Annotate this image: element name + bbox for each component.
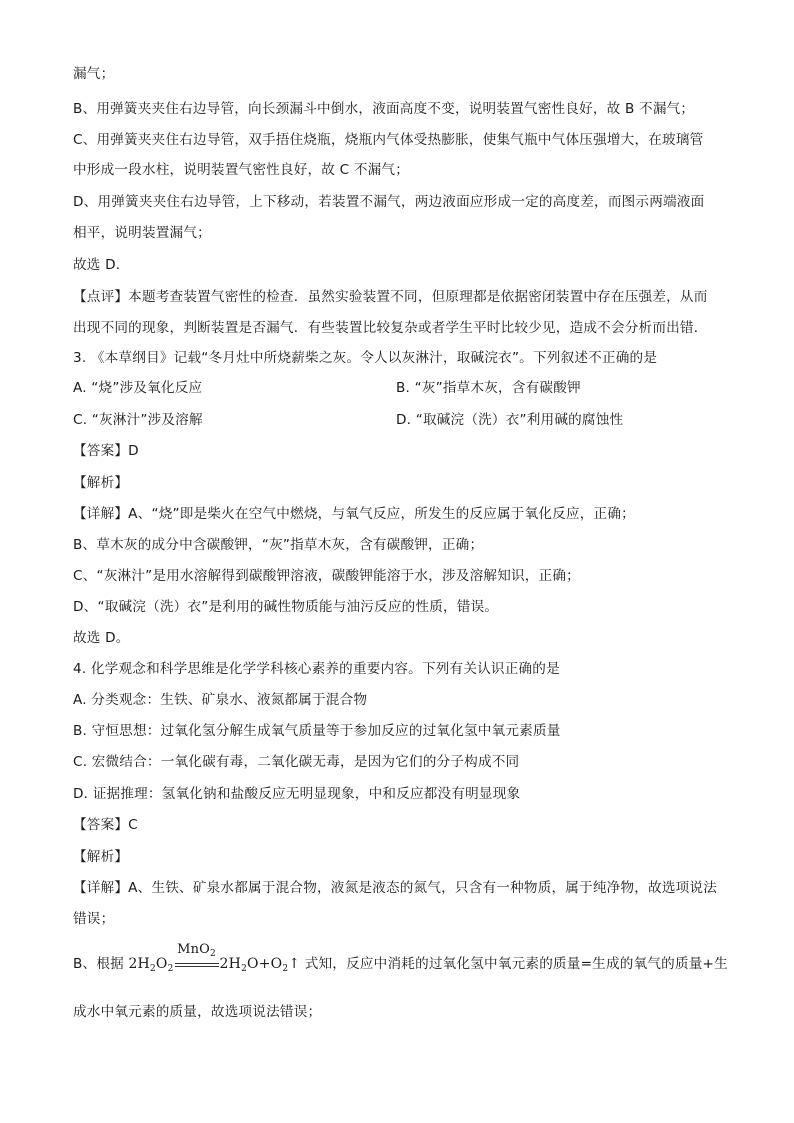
q3-option-d: D. “取碱浣（洗）衣”利用碱的腐蚀性 [396,412,624,428]
equation-suffix: 式知，反应中消耗的过氧化氢中氧元素的质量=生成的氧气的质量+生 [304,956,728,972]
chemical-equation: $2H_2O_2$ MnO$_2$ $2H_2O+O_2↑$ [128,942,301,974]
q3-detail-line: 故选 D。 [73,630,130,646]
text-line: 漏气； [73,66,115,82]
q3-detail-line: 【详解】A、“烧”即是柴火在空气中燃烧，与氧气反应，所发生的反应属于氧化反应，正确； [73,506,635,522]
q4-detail-line: 成水中氧元素的质量，故选项说法错误； [73,1004,322,1020]
q4-equation-line [73,942,728,979]
q4-option-a: A. 分类观念：生铁、矿泉水、液氮都属于混合物 [73,692,368,708]
text-line: C、用弹簧夹夹住右边导管，双手捂住烧瓶，烧瓶内气体受热膨胀，使集气瓶中气体压强增大，在玻璃管 [73,132,704,148]
catalyst-label: MnO$_2$ [177,942,216,959]
q4-detail-line: 错误； [73,911,115,927]
q3-detail-line: D、“取碱浣（洗）衣”是利用的碱性物质能与油污反应的性质，错误。 [73,599,499,615]
q4-detail-line: 【详解】A、生铁、矿泉水都属于混合物，液氮是液态的氮气，只含有一种物质，属于纯净物，故选项说法 [73,880,718,896]
text-line: 中形成一段水柱，说明装置气密性良好，故 C 不漏气； [73,162,409,178]
q4-analysis-heading: 【解析】 [73,849,129,865]
q3-option-a: A. “烧”涉及氧化反应 [73,380,203,396]
text-line: 相平，说明装置漏气； [73,225,211,241]
equation-prefix: B、根据 [73,956,124,972]
q4-option-d: D. 证据推理：氢氧化钠和盐酸反应无明显现象，中和反应都没有明显现象 [73,786,521,802]
q3-option-c: C. “灰淋汁”涉及溶解 [73,412,203,428]
q3-detail-line: B、草木灰的成分中含碳酸钾，“灰”指草木灰，含有碳酸钾，正确； [73,537,484,553]
q4-option-c: C. 宏微结合：一氧化碳有毒，二氧化碳无毒，是因为它们的分子构成不同 [73,754,520,770]
text-line: B、用弹簧夹夹住右边导管，向长颈漏斗中倒水，液面高度不变，说明装置气密性良好，故 B 不漏气； [73,101,695,117]
reaction-arrow [175,942,219,974]
q3-detail-line: C、“灰淋汁”是用水溶解得到碳酸钾溶液，碳酸钾能溶于水，涉及溶解知识，正确； [73,568,580,584]
text-line: 故选 D． [73,257,130,273]
comment-line: 【点评】本题考查装置气密性的检查．虽然实验装置不同，但原理都是依据密闭装置中存在压强差，从而 [73,289,708,305]
question-4-stem: 4. 化学观念和科学思维是化学学科核心素养的重要内容。下列有关认识正确的是 [73,661,560,677]
q3-answer: 【答案】D [73,443,139,459]
text-line: D、用弹簧夹夹住右边导管，上下移动，若装置不漏气，两边液面应形成一定的高度差，而图示两端液面 [73,194,705,210]
q4-option-b: B. 守恒思想：过氧化氢分解生成氧气质量等于参加反应的过氧化氢中氧元素质量 [73,723,561,739]
comment-line: 出现不同的现象，判断装置是否漏气．有些装置比较复杂或者学生平时比较少见，造成不会分析而出错． [73,320,708,336]
q4-answer: 【答案】C [73,817,138,833]
q3-option-b: B. “灰”指草木灰，含有碳酸钾 [396,380,581,396]
q3-analysis-heading: 【解析】 [73,475,129,491]
question-3-stem: 3. 《本草纲目》记载“冬月灶中所烧薪柴之灰。令人以灰淋汁，取碱浣衣”。下列叙述不正确的是 [73,350,658,366]
